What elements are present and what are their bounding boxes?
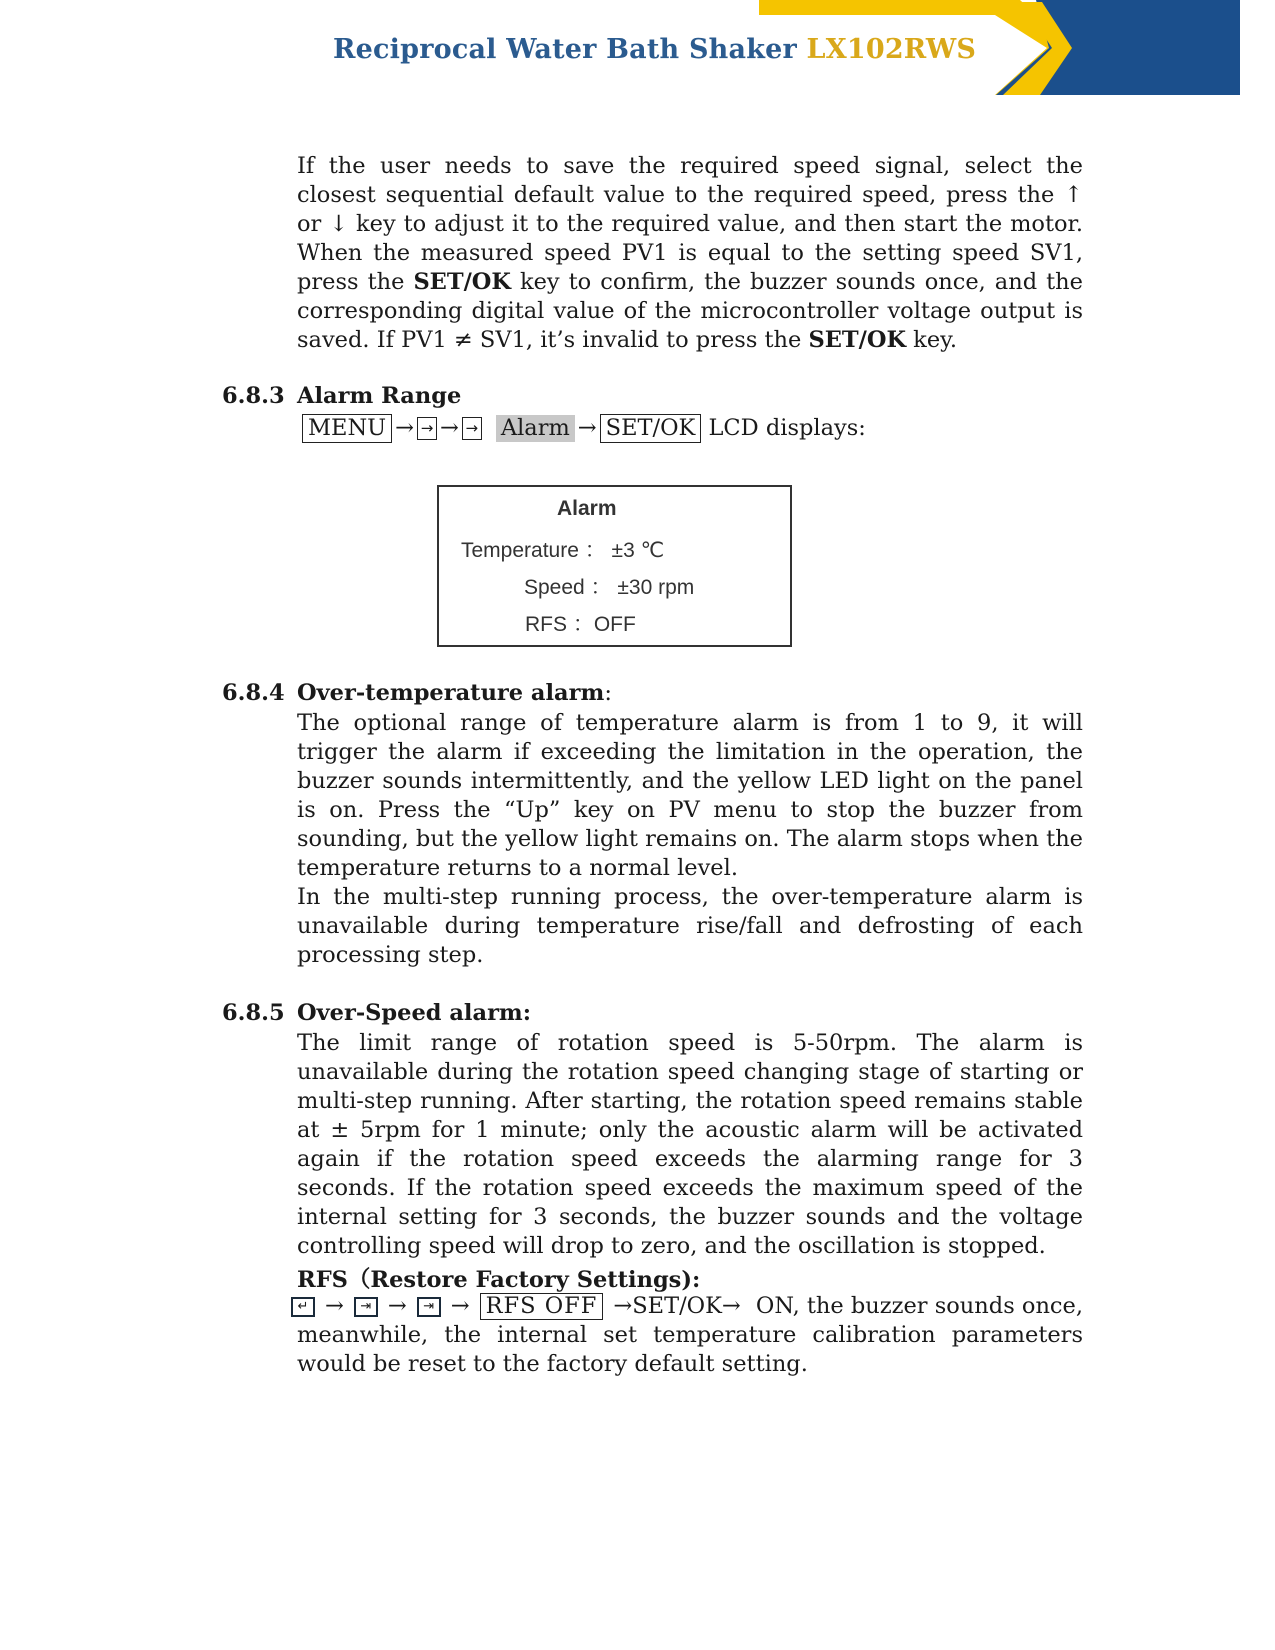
lcd-title: Alarm (557, 497, 617, 520)
over-temperature-paragraph-1: The optional range of temperature alarm is from 1 to 9, it will trigger the alarm if exceeding the limitation in the operation, the buzzer sounds intermittently, and the yellow LED light on the panel is on. Press the “Up” key on PV menu to stop the buzzer from sounding, but the yellow light remains on. The alarm stops when the temperature returns to a normal level. (297, 710, 1083, 881)
header-title (333, 34, 976, 65)
header-title-main: Reciprocal Water Bath Shaker (333, 34, 807, 65)
header-title-model: LX102RWS (806, 34, 977, 65)
rfs-path (291, 1292, 1083, 1321)
intro-text-3: key. (906, 327, 958, 353)
alarm-menu-highlight: Alarm (496, 415, 575, 442)
menu-key-box: MENU (302, 414, 392, 443)
lcd-display-alarm (437, 485, 792, 647)
section-title-over-speed: Over-Speed alarm: (297, 1000, 532, 1026)
lcd-displays-text: LCD displays: (701, 415, 866, 441)
section-number-683: 6.8.3 (222, 383, 285, 409)
path-arrow: → (395, 415, 414, 441)
lcd-temperature: Temperature ： ±3 ℃ (461, 539, 665, 562)
rfs-on-text: ON, the buzzer sounds once, (755, 1293, 1083, 1319)
intro-text-2: key to confirm, the buzzer sounds once, and the corresponding digital value of the microcontroller voltage output is saved. If PV1 ≠ SV1, it’s invalid to press the (297, 269, 1083, 353)
tab-key-icon: ⇥ (417, 1297, 441, 1317)
over-temperature-colon: : (604, 680, 612, 706)
intro-text-1: If the user needs to save the required speed signal, select the closest sequential default value to the required speed, press the ↑ or ↓ key to adjust it to the required value, and then start the motor. When the measured speed PV1 is equal to the setting speed SV1, press the (297, 153, 1083, 295)
section-title-alarm-range: Alarm Range (297, 383, 462, 409)
section-number-685: 6.8.5 (222, 1000, 285, 1026)
intro-paragraph (297, 152, 1083, 355)
right-key-icon: → (417, 417, 437, 440)
section-number-684: 6.8.4 (222, 680, 285, 706)
tab-key-icon: ⇥ (354, 1297, 378, 1317)
rfs-off-box: RFS OFF (480, 1293, 604, 1320)
over-temperature-title: Over-temperature alarm (297, 680, 605, 706)
setok-key-box: SET/OK (600, 414, 702, 443)
lcd-rfs: RFS ：OFF (525, 613, 636, 636)
right-key-icon: → (462, 417, 482, 440)
enter-key-icon: ↵ (291, 1297, 315, 1317)
path-arrow: → (439, 415, 459, 441)
section-title-over-temperature (297, 680, 612, 706)
rfs-title: RFS（Restore Factory Settings): (297, 1267, 701, 1293)
alarm-range-path (302, 412, 866, 444)
rfs-setok-sequence: →SET/OK→ (613, 1293, 741, 1319)
path-arrow: → (387, 1293, 407, 1319)
over-temperature-paragraph-2: In the multi-step running process, the over-temperature alarm is unavailable during temperature rise/fall and defrosting of each processing step. (297, 884, 1083, 968)
path-arrow: → (577, 415, 597, 441)
path-arrow: → (325, 1293, 344, 1319)
over-speed-paragraph: The limit range of rotation speed is 5-50rpm. The alarm is unavailable during the rotation speed changing stage of starting or multi-step running. After starting, the rotation speed remains stable at ± 5rpm for 1 minute; only the acoustic alarm will be activated again if the rotation speed exceeds the alarming range for 3 seconds. If the rotation speed exceeds the maximum speed of the internal setting for 3 seconds, the buzzer sounds and the voltage controlling speed will drop to zero, and the oscillation is stopped. (297, 1030, 1083, 1259)
intro-key-setok-2: SET/OK (808, 327, 907, 353)
intro-key-setok-1: SET/OK (413, 269, 511, 295)
rfs-paragraph: meanwhile, the internal set temperature calibration parameters would be reset to the factory default setting. (297, 1322, 1083, 1377)
lcd-speed: Speed ： ±30 rpm (524, 576, 695, 599)
path-arrow: → (450, 1293, 470, 1319)
